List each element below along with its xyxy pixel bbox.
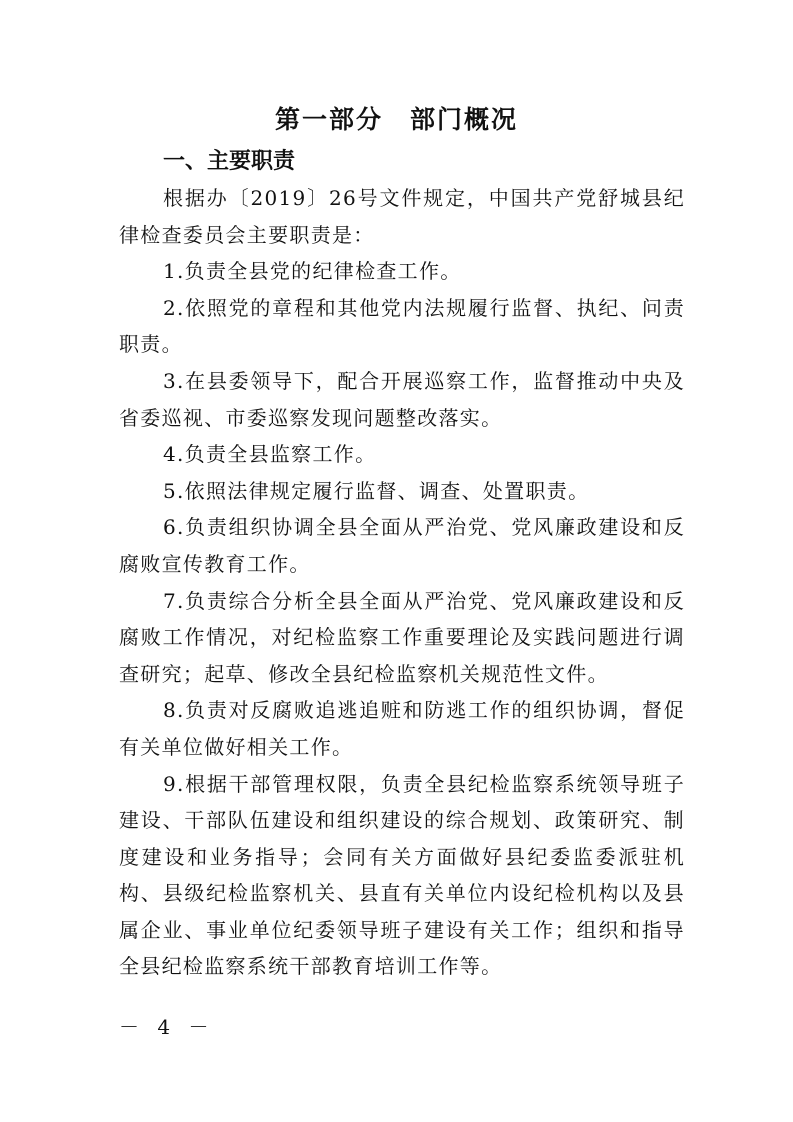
duty-item-8: 8.负责对反腐败追逃追赃和防逃工作的组织协调，督促有关单位做好相关工作。 [119, 698, 685, 759]
section-heading: 一、主要职责 [163, 149, 296, 174]
duty-item-4: 4.负责全县监察工作。 [163, 442, 377, 467]
duty-item-5: 5.依照法律规定履行监督、调查、处置职责。 [163, 478, 590, 503]
duty-item-6: 6.负责组织协调全县全面从严治党、党风廉政建设和反腐败宣传教育工作。 [119, 515, 685, 576]
duty-item-9: 9.根据干部管理权限，负责全县纪检监察系统领导班子建设、干部队伍建设和组织建设的综合规划、政策研究、制度建设和业务指导；会同有关方面做好县纪委监委派驻机构、县级纪检监察机关、县直有关单位内设纪检机构以及县属企业、事业单位纪委领导班子建设有关工作；组织和指导全县纪检监察系统干部教育培训工作等。 [119, 771, 685, 979]
duty-item-3: 3.在县委领导下，配合开展巡察工作，监督推动中央及省委巡视、市委巡察发现问题整改落实。 [119, 368, 685, 430]
page-title: 第一部分 部门概况 [274, 105, 518, 134]
duty-item-7: 7.负责综合分析全县全面从严治党、党风廉政建设和反腐败工作情况，对纪检监察工作重要理论及实践问题进行调查研究；起草、修改全县纪检监察机关规范性文件。 [119, 588, 685, 686]
duty-item-1: 1.负责全县党的纪律检查工作。 [163, 259, 462, 284]
page-number: － 4 － [119, 1015, 215, 1039]
duty-item-2: 2.依照党的章程和其他党内法规履行监督、执纪、问责职责。 [119, 295, 685, 357]
document-body [119, 180, 685, 985]
intro-paragraph: 根据办〔2019〕26号文件规定，中国共产党舒城县纪律检查委员会主要职责是： [119, 186, 685, 247]
